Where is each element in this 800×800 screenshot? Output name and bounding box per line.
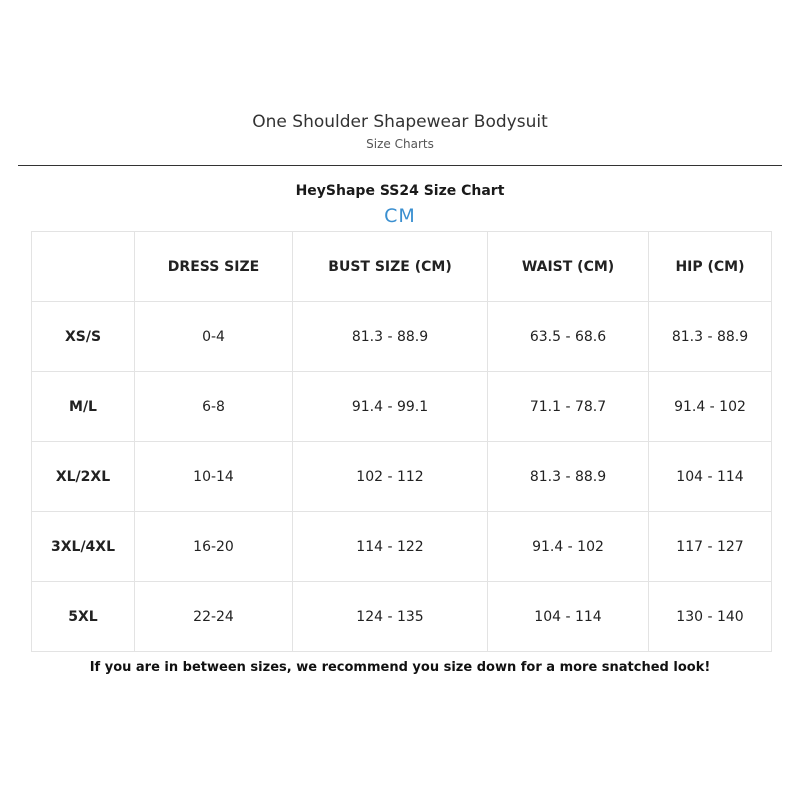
bust-size-cell: 102 - 112 [293, 442, 488, 512]
waist-cell: 81.3 - 88.9 [488, 442, 649, 512]
unit-label: CM [384, 205, 416, 227]
size-chart-title: HeyShape SS24 Size Chart [295, 183, 505, 199]
dress-size-cell: 10-14 [135, 442, 293, 512]
table-header-row [32, 232, 772, 302]
size-label-cell: 5XL [32, 582, 135, 652]
size-label-cell: 3XL/4XL [32, 512, 135, 582]
page-subtitle: Size Charts [366, 137, 434, 151]
table-row [32, 302, 772, 372]
hip-cell: 130 - 140 [649, 582, 772, 652]
dress-size-cell: 0-4 [135, 302, 293, 372]
table-row [32, 512, 772, 582]
size-label-cell: XS/S [32, 302, 135, 372]
waist-cell: 71.1 - 78.7 [488, 372, 649, 442]
size-label-cell: XL/2XL [32, 442, 135, 512]
bust-size-cell: 91.4 - 99.1 [293, 372, 488, 442]
bust-size-cell: 124 - 135 [293, 582, 488, 652]
header-cell-waist: WAIST (CM) [488, 232, 649, 302]
hip-cell: 81.3 - 88.9 [649, 302, 772, 372]
hip-cell: 91.4 - 102 [649, 372, 772, 442]
size-chart-table [31, 231, 772, 652]
waist-cell: 91.4 - 102 [488, 512, 649, 582]
sizing-recommendation-note: If you are in between sizes, we recommend you size down for a more snatched look! [89, 660, 711, 675]
size-label-cell: M/L [32, 372, 135, 442]
bust-size-cell: 114 - 122 [293, 512, 488, 582]
table-row [32, 442, 772, 512]
waist-cell: 63.5 - 68.6 [488, 302, 649, 372]
header-cell-dress-size: DRESS SIZE [135, 232, 293, 302]
header-cell-bust-size: BUST SIZE (CM) [293, 232, 488, 302]
dress-size-cell: 16-20 [135, 512, 293, 582]
waist-cell: 104 - 114 [488, 582, 649, 652]
bust-size-cell: 81.3 - 88.9 [293, 302, 488, 372]
table-row [32, 372, 772, 442]
product-title: One Shoulder Shapewear Bodysuit [252, 112, 548, 132]
header-cell-hip: HIP (CM) [649, 232, 772, 302]
hip-cell: 117 - 127 [649, 512, 772, 582]
header-cell-size [32, 232, 135, 302]
dress-size-cell: 22-24 [135, 582, 293, 652]
table-row [32, 582, 772, 652]
hip-cell: 104 - 114 [649, 442, 772, 512]
dress-size-cell: 6-8 [135, 372, 293, 442]
header-divider [18, 165, 782, 166]
